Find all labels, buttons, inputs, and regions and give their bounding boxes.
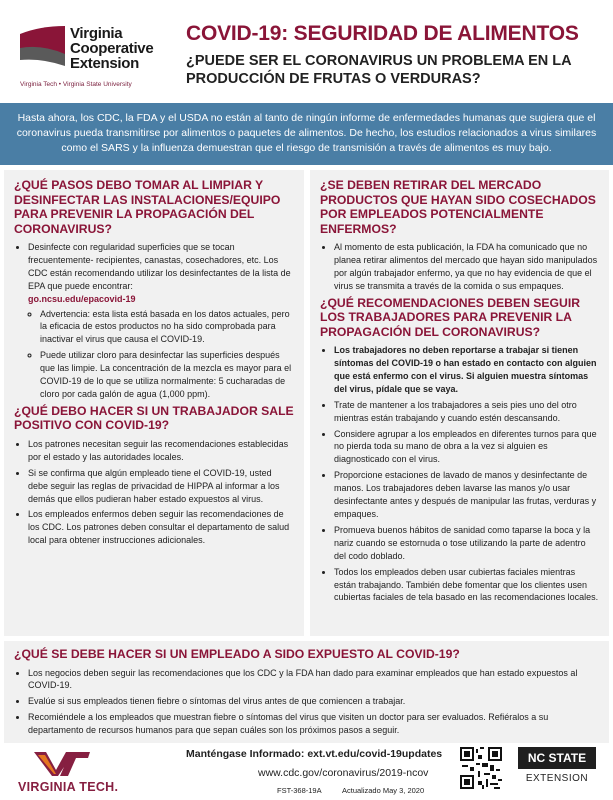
cleaning-sublist [28,308,294,401]
section-heading-exposed: ¿QUÉ SE DEBE HACER SI UN EMPLEADO A SIDO EXPUESTO AL COVID-19? [14,647,460,661]
cdc-link[interactable]: www.cdc.gov/coronavirus/2019-ncov [258,767,429,779]
list-item [28,241,294,401]
section-heading-positive-worker: ¿QUÉ DEBO HACER SI UN TRABAJADOR SALE POSITIVO CON COVID-19? [14,403,294,433]
list-item: • Los negocios deben seguir las recomendaciones que los CDC y la FDA han dado para examinar empleados que han estado expuestos al COVID-19. [28,667,599,693]
logo-subtitle: Virginia Tech • Virginia State University [20,81,132,88]
exposed-list [14,667,599,738]
list-item: • Los trabajadores no deben reportarse a trabajar si tienen síntomas del COVID-19 o han estado en contacto con alguien que está enfermo con el virus. Si alguien muestra síntomas del virus, pídale que se vaya. [334,344,599,396]
list-item: • Promueva buenos hábitos de sanidad como taparse la boca y la nariz cuando se estornuda o tose utilizando la parte de adentro del codo doblado. [334,524,599,563]
section-heading-cleaning: ¿QUÉ PASOS DEBO TOMAR AL LIMPIAR Y DESINFECTAR LAS INSTALACIONES/EQUIPO PARA PREVENIR LA PROPAGACIÓN DEL CORONAVIRUS? [14,178,281,236]
ncstate-logo: NC STATE [518,747,596,769]
list-item: ◦ Puede utilizar cloro para desinfectar las superficies después que las limpie. La concentración de la mezcla es mayor para el COVID-19 de lo que se utiliza normalmente: 5 cucharadas de cloro por cada galón de agua (1,000 ppm). [40,349,294,401]
logo-line-1: Virginia [70,25,123,42]
epa-list-link[interactable]: go.ncsu.edu/epacovid-19 [28,293,136,304]
list-item: • Los patrones necesitan seguir las recomendaciones establecidas por el estado y las autoridades locales. [28,438,294,464]
list-item: • Evalúe si sus empleados tienen fiebre o síntomas del virus antes de que comiencen a trabajar. [28,695,599,708]
recall-list [320,241,599,293]
section-heading-recommendations: ¿QUÉ RECOMENDACIONES DEBEN SEGUIR LOS TRABAJADORES PARA PREVENIR LA PROPAGACIÓN DEL CORONAVIRUS? [320,295,581,339]
cleaning-list [14,241,294,401]
ncstate-extension-label: EXTENSION [525,773,589,784]
list-item: • Considere agrupar a los empleados en diferentes turnos para que no pierda toda su mano de obra a la vez si alguien es diagnosticado con el virus. [334,428,599,467]
right-panel [310,170,609,636]
vce-logo [20,26,180,96]
footer [0,745,613,800]
bottom-panel [4,641,609,743]
vce-logo-name [70,26,153,71]
list-item: • Al momento de esta publicación, la FDA ha comunicado que no planea retirar alimentos del mercado que hayan sido manipulados por algún trabajador enfermo, ya que no hay evidencia de que el virus se transmita a través de la comida o sus empaques. [334,241,599,293]
publication-code: FST-368-19A [277,786,322,795]
vce-logo-mark-icon [20,26,65,71]
vt-logo [18,750,138,798]
vt-logo-text: VIRGINIA TECH. [18,780,119,794]
intro-banner: Hasta ahora, los CDC, la FDA y el USDA no están al tanto de ningún informe de enfermedades humanas que sugiera que el coronavirus pueda transmitirse por alimentos o paquetes de alimentos. De hecho, los estudios relacionados a virus similares como el SARS y la influenza demuestran que el riesgo de transmisión a través de alimentos es muy bajo. [0,103,613,165]
list-item: • Trate de mantener a los trabajadores a seis pies uno del otro mientras están trabajando y cuando estén descansando. [334,399,599,425]
recommendations-list [320,344,599,604]
list-item: • Recomiéndele a los empleados que muestran fiebre o síntomas del virus que visiten un doctor para ser evaluados. Refiéralos a su departamento de recursos humanos para que sepan cuáles son los próximos pasos a seguir. [28,711,599,737]
left-panel [4,170,304,636]
page-subtitle: ¿PUEDE SER EL CORONAVIRUS UN PROBLEMA EN LA PRODUCCIÓN DE FRUTAS O VERDURAS? [186,53,572,87]
list-item: • Proporcione estaciones de lavado de manos y desinfectante de manos. Los trabajadores deben lavarse las manos y/o usar desinfectante antes y después de manipular las frutas, verduras y empaques. [334,469,599,521]
updated-date: Actualizado May 3, 2020 [342,786,425,795]
logo-line-3: Extension [70,55,139,72]
list-item: • Todos los empleados deben usar cubiertas faciales mientras están trabajando. También debe fomentar que los clientes usen cubiertas faciales de tela basado en las recomendaciones locales. [334,566,599,605]
logo-line-2: Cooperative [70,40,154,57]
positive-worker-list [14,438,294,547]
stay-informed-link[interactable]: Manténgase Informado: ext.vt.edu/covid-19updates [186,748,443,760]
qr-code-icon[interactable] [460,747,502,789]
header [0,0,613,100]
section-heading-recall: ¿SE DEBEN RETIRAR DEL MERCADO PRODUCTOS QUE HAYAN SIDO COSECHADOS POR EMPLEADOS POTENCIALMENTE ENFERMOS? [320,178,596,236]
vt-logo-mark-icon [32,750,92,778]
page-title: COVID-19: SEGURIDAD DE ALIMENTOS [186,22,579,45]
list-item: ◦ Advertencia: esta lista está basada en los datos actuales, pero la eficacia de estos productos no ha sido comprobada para inactivar el virus que causa el COVID-19. [40,308,294,347]
list-item: • Si se confirma que algún empleado tiene el COVID-19, usted debe seguir las reglas de privacidad de HIPPA al informar a los demás que ellos pudieran haber estado expuestos al virus. [28,467,294,506]
list-item: • Los empleados enfermos deben seguir las recomendaciones de los CDC. Los patrones deben consultar el departamento de salud local para obtener instrucciones adicionales. [28,508,294,547]
list-item-text: Desinfecte con regularidad superficies que se tocan frecuentemente- recipientes, canastas, cosechadores, etc. Los CDC están recomendando utilizar los desinfectantes de la lista de EPA que puede encontrar: [28,242,291,291]
